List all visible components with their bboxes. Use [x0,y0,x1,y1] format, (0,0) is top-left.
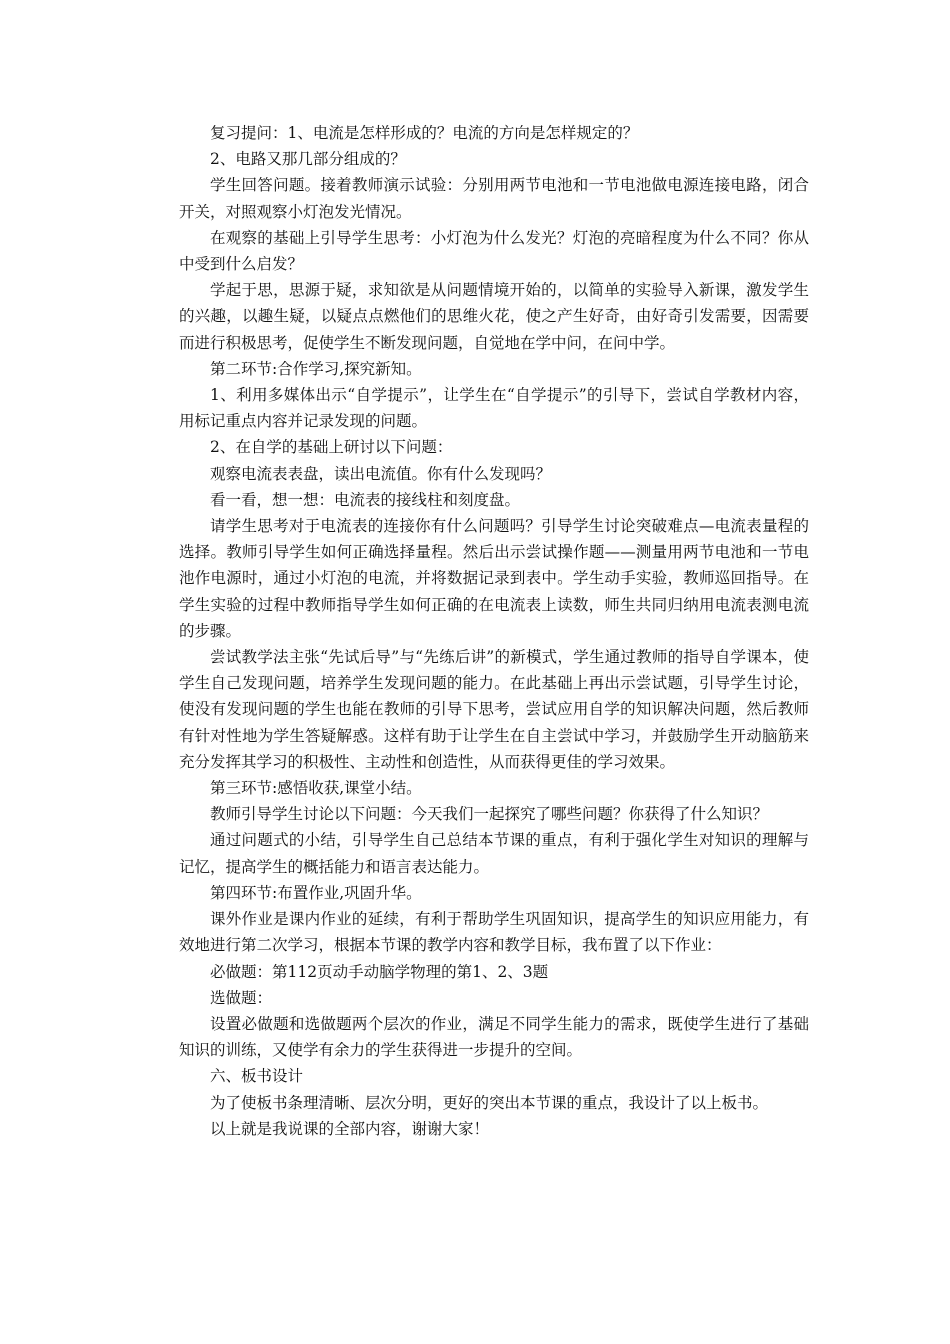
paragraph-homework-rationale: 设置必做题和选做题两个层次的作业，满足不同学生能力的需求，既使学生进行了基础知识的训练，又使学有余力的学生获得进一步提升的空间。 [179,1014,809,1060]
section-heading-step-4: 第四环节:布置作业,巩固升华。 [210,883,422,902]
paragraph-closing: 以上就是我说课的全部内容，谢谢大家！ [210,1119,490,1138]
section-heading-step-3: 第三环节:感悟收获,课堂小结。 [210,779,422,798]
paragraph-meter-connection: 请学生思考对于电流表的连接你有什么问题吗？引导学生讨论突破难点—电流表量程的选择。教师引导学生如何正确选择量程。然后出示尝试操作题——测量用两节电池和一节电池作电源时，通过小灯泡的电流，并将数据记录到表中。学生动手实验，教师巡回指导。在学生实验的过程中教师指导学生如何正确的在电流表上读数，师生共同归纳用电流表测电流的步骤。 [179,517,809,640]
section-heading-step-2: 第二环节:合作学习,探究新知。 [210,359,422,378]
paragraph-review-question-1: 复习提问：1、电流是怎样形成的？电流的方向是怎样规定的？ [210,124,639,142]
paragraph-guided-thinking: 在观察的基础上引导学生思考：小灯泡为什么发光？灯泡的亮暗程度为什么不同？你从中受到什么启发？ [179,228,809,274]
paragraph-observe-meter: 观察电流表表盘，读出电流值。你有什么发现吗？ [210,464,552,483]
paragraph-discussion-intro: 2、在自学的基础上研讨以下问题： [210,438,453,457]
section-heading-board-design: 六、板书设计 [210,1067,304,1086]
paragraph-review-question-2: 2、电路又那几部分组成的？ [210,150,406,169]
paragraph-self-study-prompt: 1、利用多媒体出示“自学提示”，让学生在“自学提示”的引导下，尝试自学教材内容，用标记重点内容并记录发现的问题。 [179,386,809,431]
document-body [179,120,809,1142]
paragraph-homework-intro: 课外作业是课内作业的延续，有利于帮助学生巩固知识，提高学生的知识应用能力，有效地进行第二次学习，根据本节课的教学内容和教学目标，我布置了以下作业： [179,910,809,955]
paragraph-look-and-think: 看一看，想一想：电流表的接线柱和刻度盘。 [210,490,521,509]
paragraph-required-homework: 必做题：第112页动手动脑学物理的第1、2、3题 [210,962,549,981]
paragraph-board-design: 为了使板书条理清晰、层次分明，更好的突出本节课的重点，我设计了以上板书。 [210,1093,769,1112]
paragraph-trial-teaching: 尝试教学法主张“先试后导”与“先练后讲”的新模式，学生通过教师的指导自学课本，使学生自己发现问题，培养学生发现问题的能力。在此基础上再出示尝试题，引导学生讨论，使没有发现问题的学生也能在教师的引导下思考，尝试应用自学的知识解决问题，然后教师有针对性地为学生答疑解惑。这样有助于让学生在自主尝试中学习，并鼓励学生开动脑筋来充分发挥其学习的积极性、主动性和创造性，从而获得更佳的学习效果。 [179,648,809,771]
paragraph-demo-experiment: 学生回答问题。接着教师演示试验：分别用两节电池和一节电池做电源连接电路，闭合开关，对照观察小灯泡发光情况。 [179,176,809,221]
paragraph-summary-questions: 教师引导学生讨论以下问题：今天我们一起探究了哪些问题？你获得了什么知识？ [210,805,769,824]
paragraph-optional-homework: 选做题： [210,988,273,1007]
paragraph-intro-rationale: 学起于思，思源于疑，求知欲是从问题情境开始的，以简单的实验导入新课，激发学生的兴趣，以趣生疑，以疑点点燃他们的思维火花，使之产生好奇，由好奇引发需要，因需要而进行积极思考，促使学生不断发现问题，自觉地在学中问，在问中学。 [179,281,809,352]
paragraph-summary-rationale: 通过问题式的小结，引导学生自己总结本节课的重点，有利于强化学生对知识的理解与记忆，提高学生的概括能力和语言表达能力。 [179,831,809,876]
